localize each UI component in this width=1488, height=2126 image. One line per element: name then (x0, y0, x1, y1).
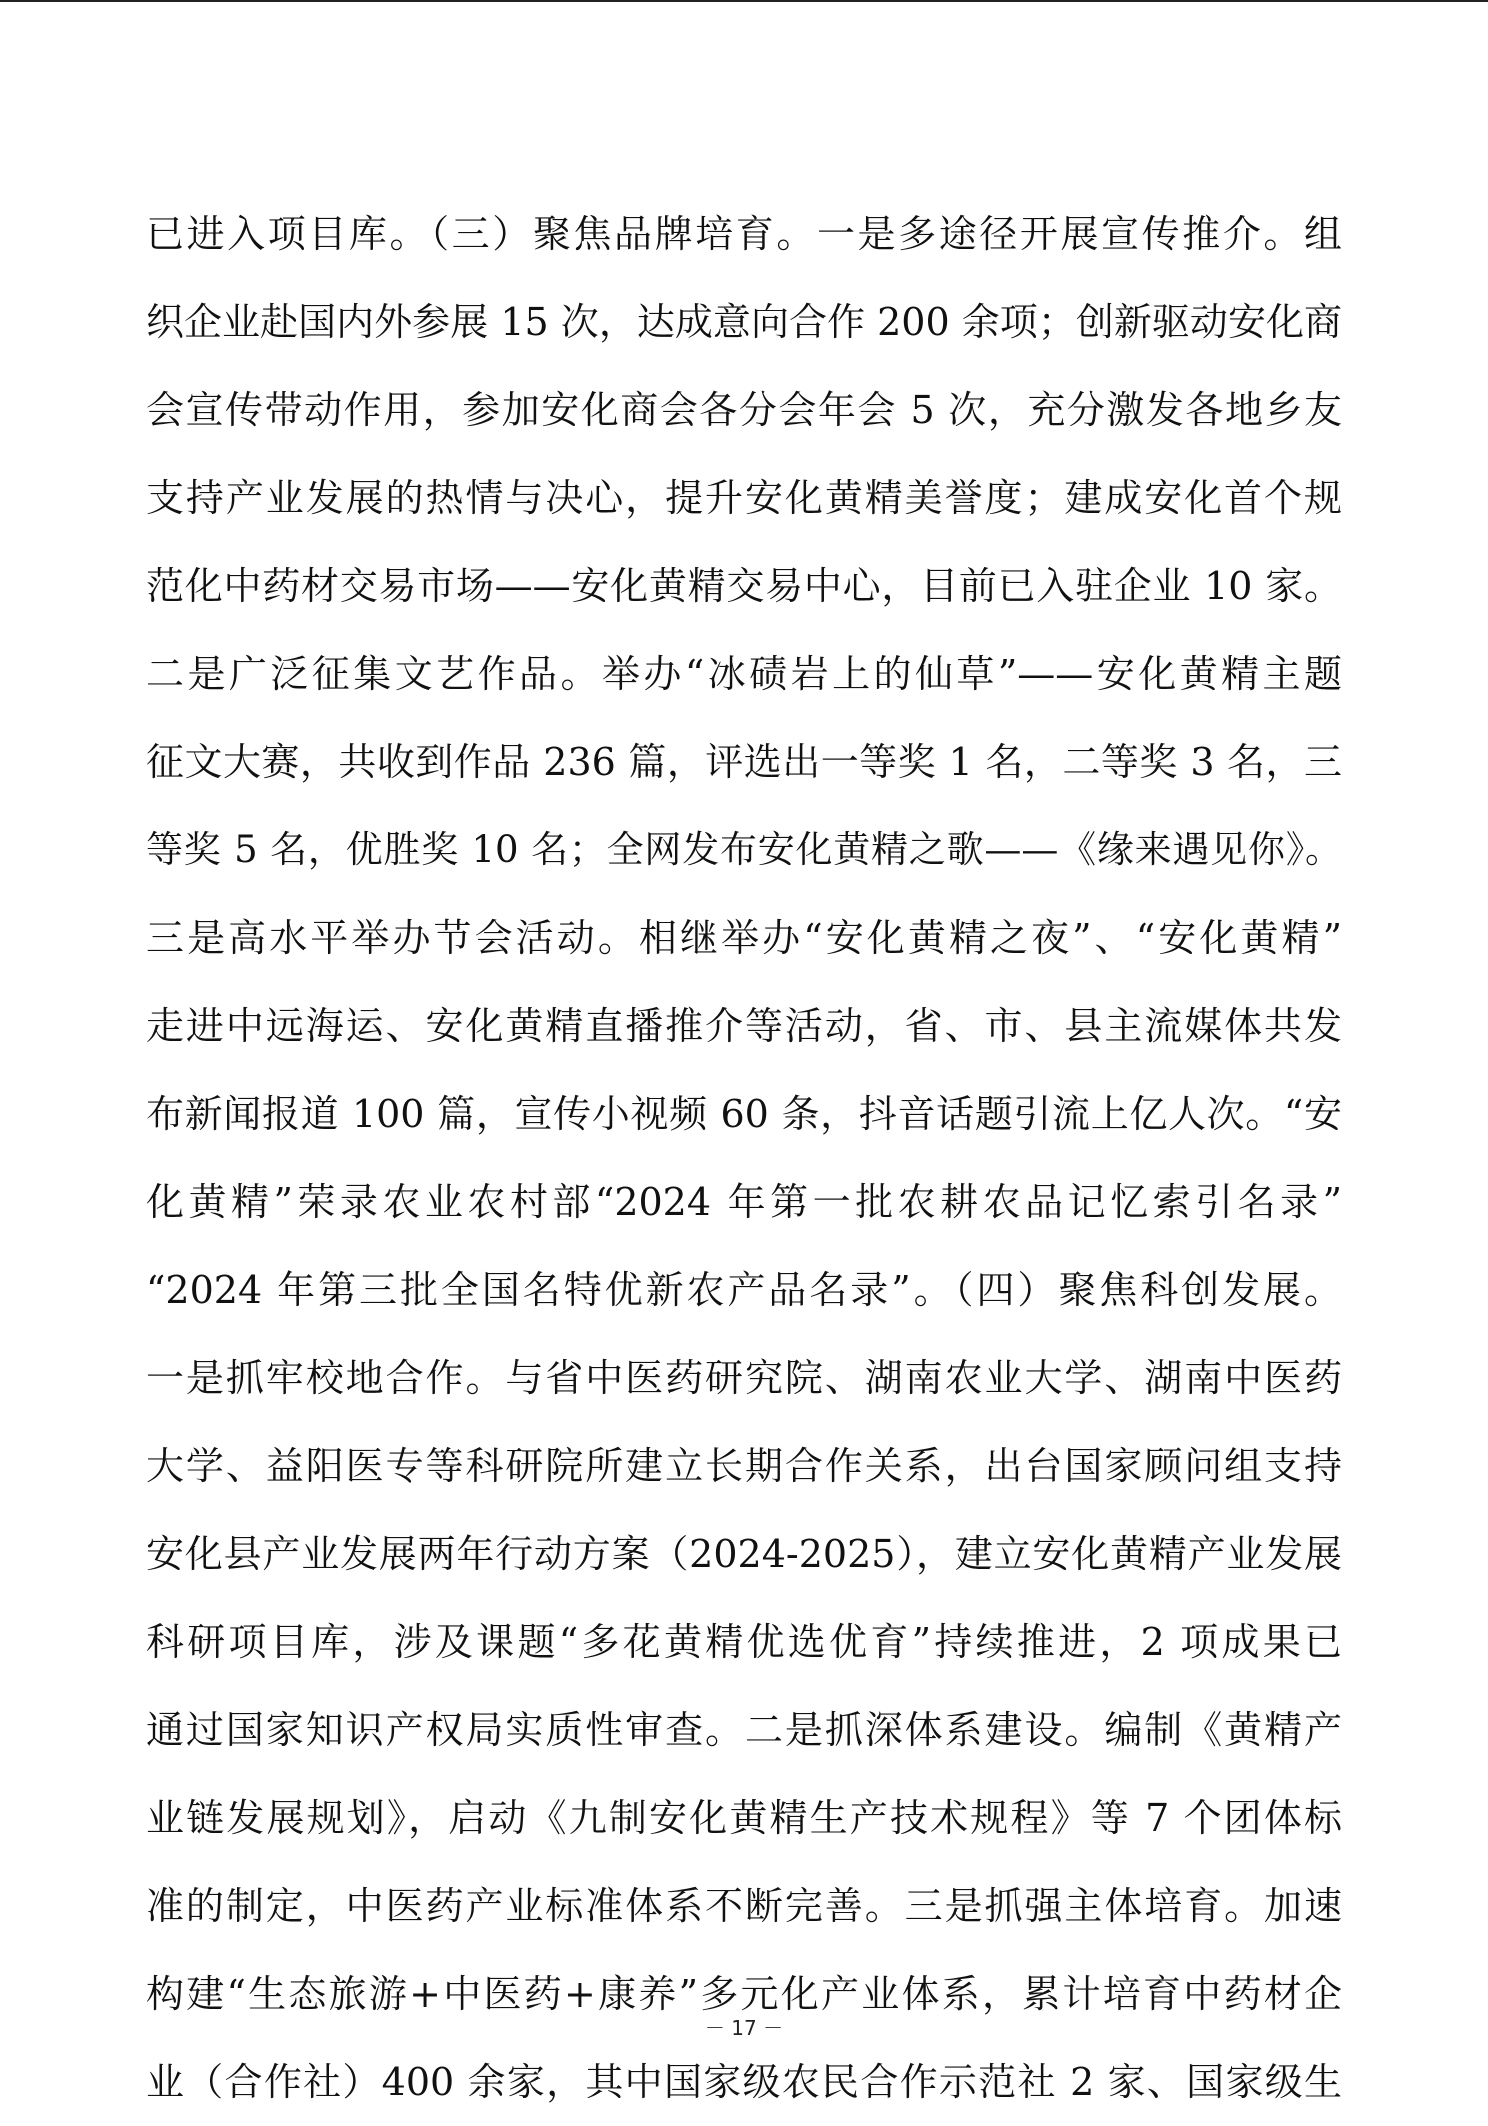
text-line-6: 二是广泛征集文艺作品。举办“冰碛岩上的仙草”——安化黄精主题 (146, 652, 1342, 696)
text-line-11: 布新闻报道 100 篇，宣传小视频 60 条，抖音话题引流上亿人次。“安 (146, 1092, 1342, 1136)
text-line-3: 会宣传带动作用，参加安化商会各分会年会 5 次，充分激发各地乡友 (146, 388, 1342, 432)
text-line-13: “2024 年第三批全国名特优新农产品名录”。（四）聚焦科创发展。 (146, 1268, 1342, 1312)
text-line-4: 支持产业发展的热情与决心，提升安化黄精美誉度；建成安化首个规 (146, 476, 1342, 520)
text-line-7: 征文大赛，共收到作品 236 篇，评选出一等奖 1 名，二等奖 3 名，三 (146, 740, 1342, 784)
text-line-5: 范化中药材交易市场——安化黄精交易中心，目前已入驻企业 10 家。 (146, 564, 1342, 608)
text-line-1: 已进入项目库。（三）聚焦品牌培育。一是多途径开展宣传推介。组 (146, 212, 1342, 256)
text-line-19: 业链发展规划》，启动《九制安化黄精生产技术规程》等 7 个团体标 (146, 1796, 1342, 1840)
page-top-border (0, 0, 1488, 2)
text-line-16: 安化县产业发展两年行动方案（2024-2025），建立安化黄精产业发展 (146, 1532, 1342, 1576)
text-line-12: 化黄精”荣录农业农村部“2024 年第一批农耕农品记忆索引名录” (146, 1180, 1342, 1224)
text-line-14: 一是抓牢校地合作。与省中医药研究院、湖南农业大学、湖南中医药 (146, 1356, 1342, 1400)
text-line-21: 构建“生态旅游+中医药+康养”多元化产业体系，累计培育中药材企 (146, 1972, 1342, 2016)
text-line-8: 等奖 5 名，优胜奖 10 名；全网发布安化黄精之歌——《缘来遇见你》。 (146, 828, 1342, 871)
text-line-17: 科研项目库，涉及课题“多花黄精优选优育”持续推进，2 项成果已 (146, 1620, 1342, 1664)
text-line-18: 通过国家知识产权局实质性审查。二是抓深体系建设。编制《黄精产 (146, 1708, 1342, 1752)
text-line-2: 织企业赴国内外参展 15 次，达成意向合作 200 余项；创新驱动安化商 (146, 300, 1342, 344)
body-text (146, 190, 1342, 2126)
text-line-20: 准的制定，中医药产业标准体系不断完善。三是抓强主体培育。加速 (146, 1884, 1342, 1928)
text-line-22: 业（合作社）400 余家，其中国家级农民合作示范社 2 家、国家级生 (146, 2060, 1342, 2104)
page-number: － 17 － (704, 2016, 784, 2040)
text-line-10: 走进中远海运、安化黄精直播推介等活动，省、市、县主流媒体共发 (146, 1004, 1342, 1048)
text-line-15: 大学、益阳医专等科研院所建立长期合作关系，出台国家顾问组支持 (146, 1444, 1342, 1488)
text-line-9: 三是高水平举办节会活动。相继举办“安化黄精之夜”、“安化黄精” (146, 916, 1342, 960)
